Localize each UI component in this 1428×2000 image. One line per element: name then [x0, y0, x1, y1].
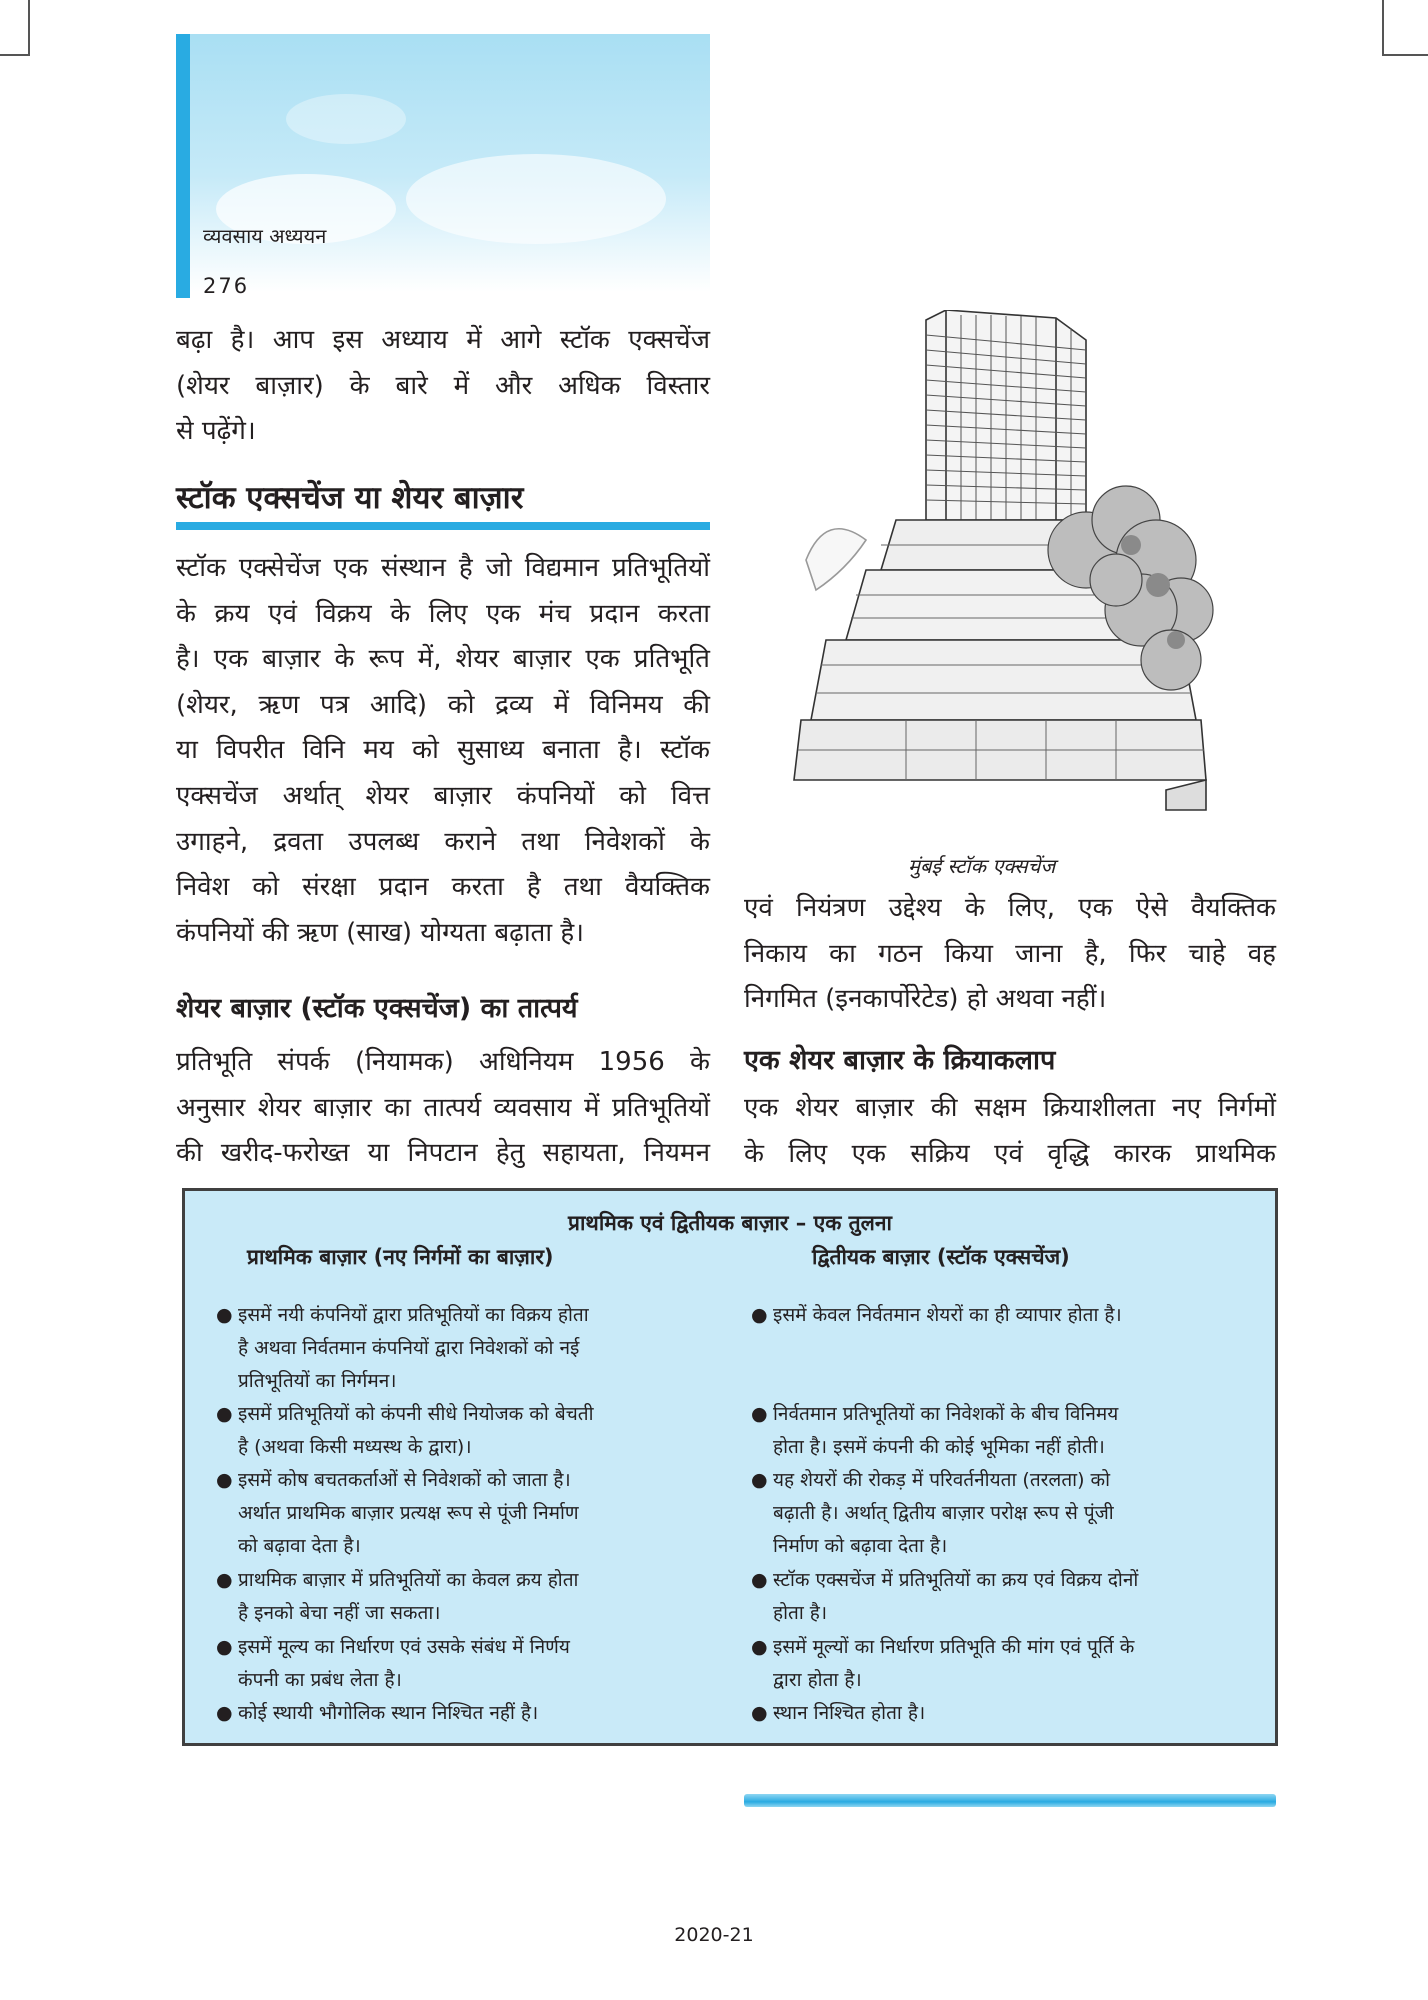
section-heading: स्टॉक एक्सचेंज या शेयर बाज़ार [176, 480, 524, 516]
right-point: ● स्थान निश्चित होता है। [751, 1702, 926, 1724]
left-point: ● इसमें नयी कंपनियों द्वारा प्रतिभूतियों का विक्रय होता है अथवा निर्वतमान कंपनियों द्वारा निवेशकों को नई प्रतिभूतियों का निर्गमन। [216, 1304, 589, 1392]
section2-paragraph: प्रतिभूति संपर्क (नियामक) अधिनियम 1956 के अनुसार शेयर बाज़ार का तात्पर्य व्यवसाय में प्रतिभूतियों की खरीद-फरोख्त या निपटान हेतु सहायता, नियमन [176, 1047, 710, 1169]
footer-year: 2020-21 [674, 1924, 754, 1946]
crop-mark [1382, 54, 1428, 56]
crop-mark [1382, 0, 1384, 56]
page-number: 276 [203, 274, 250, 298]
section1-paragraph: स्टॉक एक्सेचेंज एक संस्थान है जो विद्यमान प्रतिभूतियों के क्रय एवं विक्रय के लिए एक मंच प्रदान करता है। एक बाज़ार के रूप में, शेयर बाज़ार एक प्रतिभूति (शेयर, ऋण पत्र आदि) को द्रव्य में विनिमय की या विपरीत विनि मय को सुसाध्य बनाता है। स्टॉक एक्सचेंज अर्थात् शेयर बाज़ार कंपनियों को वित्त उगाहने, द्रवता उपलब्ध कराने तथा निवेशकों के निवेश को संरक्षा प्रदान करता है तथा वैयक्तिक कंपनियों की ऋण (साख) योग्यता बढ़ाता है। [176, 553, 710, 948]
subject-title: व्यवसाय अध्ययन [203, 224, 327, 248]
intro-paragraph: बढ़ा है। आप इस अध्याय में आगे स्टॉक एक्सचेंज (शेयर बाज़ार) के बारे में और अधिक विस्तार से पढ़ेंगे। [176, 325, 710, 447]
stock-exchange-building-illustration [786, 310, 1214, 830]
right-paragraph: एक शेयर बाज़ार की सक्षम क्रियाशीलता नए निर्गमों के लिए एक सक्रिय एवं वृद्धि कारक प्राथमिक [744, 1093, 1276, 1169]
subsection-heading: एक शेयर बाज़ार के क्रियाकलाप [744, 1045, 1056, 1076]
left-column-heading: प्राथमिक बाज़ार (नए निर्गमों का बाज़ार) [247, 1245, 554, 1269]
crop-mark [0, 54, 30, 56]
right-continuation-paragraph: एवं नियंत्रण उद्देश्य के लिए, एक ऐसे वैयक्तिक निकाय का गठन किया जाना है, फिर चाहे वह निगमित (इनकार्पोरेटेड) हो अथवा नहीं। [744, 893, 1276, 1015]
left-point: ● इसमें प्रतिभूतियों को कंपनी सीधे नियोजक को बेचती है (अथवा किसी मध्यस्थ के द्वारा)। [216, 1403, 594, 1458]
left-point: ● इसमें कोष बचतकर्ताओं से निवेशकों को जाता है। अर्थात प्राथमिक बाज़ार प्रत्यक्ष रूप से पूंजी निर्माण को बढ़ावा देता है। [216, 1469, 579, 1557]
header-banner [176, 34, 710, 292]
comparison-title: प्राथमिक एवं द्वितीयक बाज़ार – एक तुलना [568, 1211, 892, 1235]
right-point: ● स्टॉक एक्सचेंज में प्रतिभूतियों का क्रय एवं विक्रय दोनों होता है। [751, 1569, 1139, 1624]
left-point: ● कोई स्थायी भौगोलिक स्थान निश्चित नहीं है। [216, 1702, 539, 1724]
figure-caption: मुंबई स्टॉक एक्सचेंज [908, 854, 1056, 878]
right-column-heading: द्वितीयक बाज़ार (स्टॉक एक्सचेंज) [812, 1245, 1070, 1269]
heading-rule [176, 522, 710, 530]
header-accent-bar [176, 34, 190, 298]
right-point: ● निर्वतमान प्रतिभूतियों का निवेशकों के बीच विनिमय होता है। इसमें कंपनी की कोई भूमिका नहीं होती। [751, 1403, 1119, 1458]
comparison-box [182, 1188, 1278, 1746]
bottom-rule [744, 1794, 1276, 1807]
right-point: ● इसमें केवल निर्वतमान शेयरों का ही व्यापार होता है। [751, 1304, 1122, 1326]
left-point: ● प्राथमिक बाज़ार में प्रतिभूतियों का केवल क्रय होता है इनको बेचा नहीं जा सकता। [216, 1569, 579, 1624]
right-point: ● यह शेयरों की रोकड़ में परिवर्तनीयता (तरलता) को बढ़ाती है। अर्थात् द्वितीय बाज़ार परोक्ष रूप से पूंजी निर्माण को बढ़ावा देता है। [751, 1469, 1114, 1557]
right-point: ● इसमें मूल्यों का निर्धारण प्रतिभूति की मांग एवं पूर्ति के द्वारा होता है। [751, 1636, 1135, 1691]
crop-mark [28, 0, 30, 56]
subsection-heading: शेयर बाज़ार (स्टॉक एक्सचेंज) का तात्पर्य [176, 993, 578, 1024]
left-point: ● इसमें मूल्य का निर्धारण एवं उसके संबंध में निर्णय कंपनी का प्रबंध लेता है। [216, 1636, 570, 1691]
